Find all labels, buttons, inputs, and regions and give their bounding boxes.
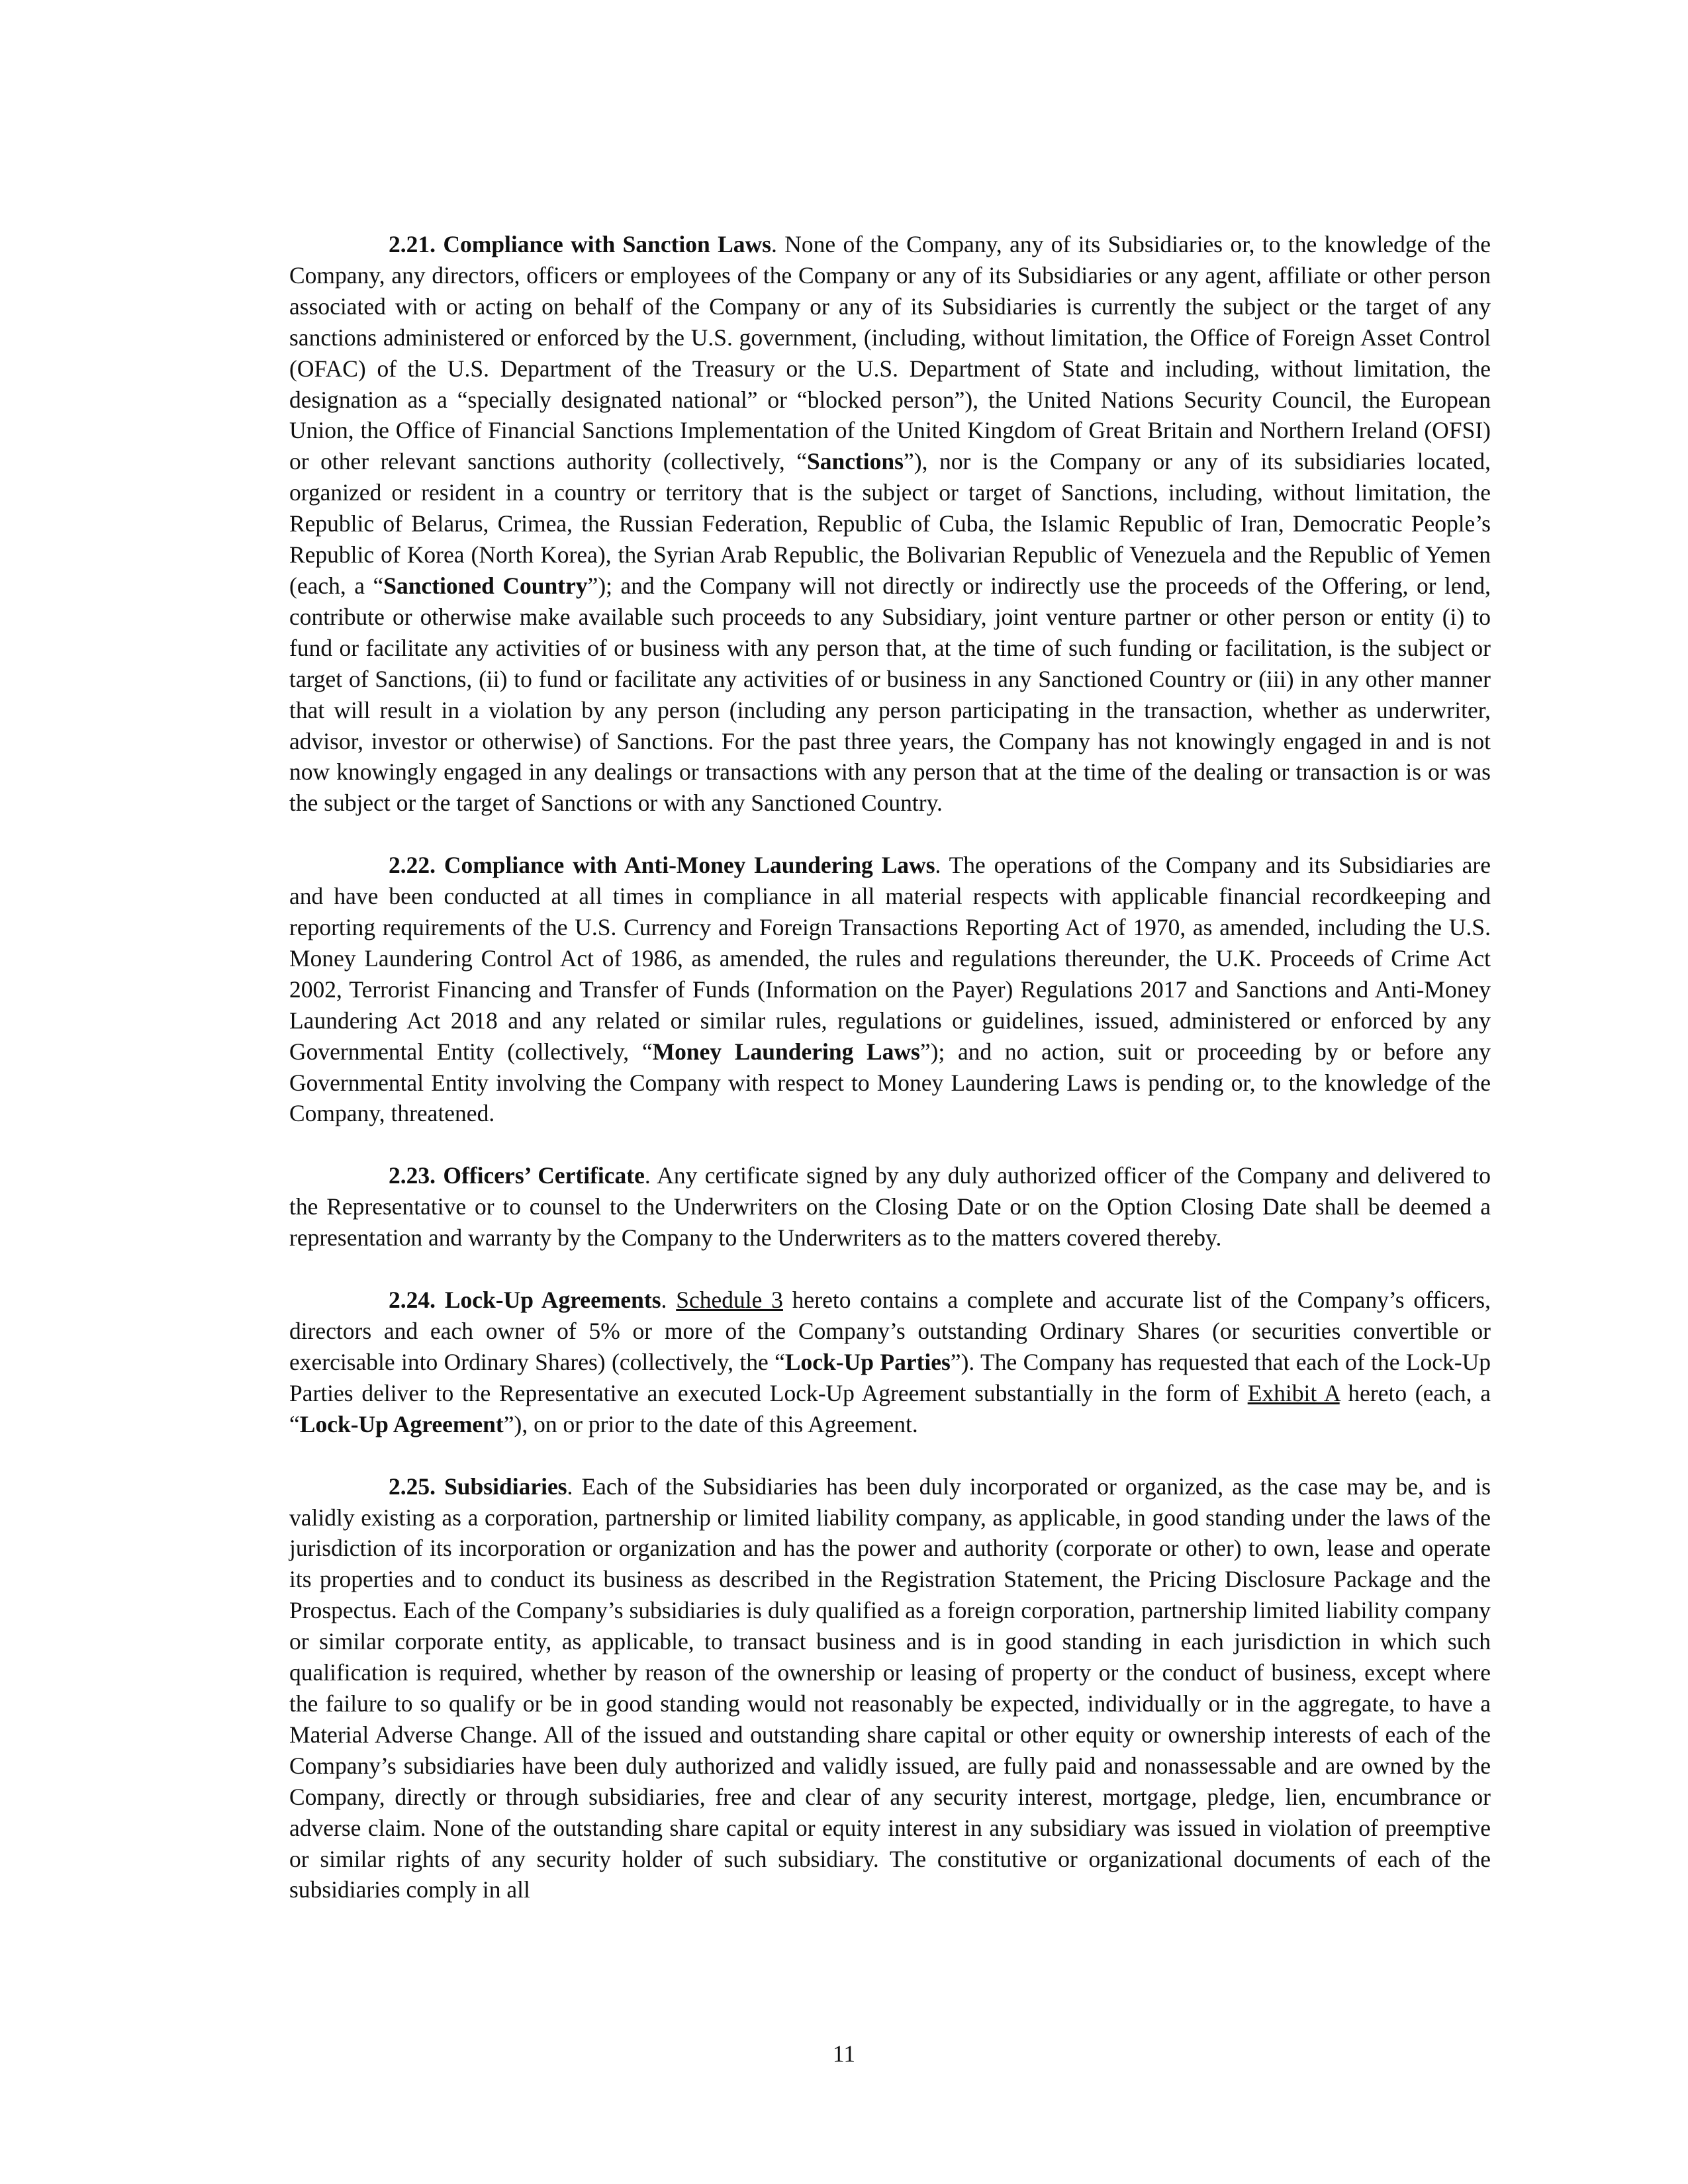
defined-term: Sanctions: [806, 448, 904, 475]
section-heading: 2.21. Compliance with Sanction Laws: [389, 231, 771, 257]
text-run: hereto (each, a “: [289, 1379, 1491, 1437]
section-heading: 2.25. Subsidiaries: [389, 1473, 567, 1500]
document-page: [289, 229, 1491, 1936]
section-2-21-sanction-laws: [289, 229, 1491, 819]
section-2-22-anti-money-laundering: [289, 850, 1491, 1129]
defined-term: Sanctioned Country: [383, 572, 588, 599]
text-run: ”), nor is the Company or any of its subsidiaries located, organized or resident in a country or territory that is the subject or target of Sanctions, including, without limitation, the Republic of Belarus, Crimea, the Russian Federation, Republic of Cuba, the Islamic Republic of Iran, Democratic People’s Republic of Korea (North Korea), the Syrian Arab Republic, the Bolivarian Republic of Venezuela and the Republic of Yemen (each, a “: [289, 448, 1491, 599]
document-reference: Exhibit A: [1247, 1379, 1340, 1406]
text-run: . None of the Company, any of its Subsidiaries or, to the knowledge of the Company, any directors, officers or employees of the Company or any of its Subsidiaries or any agent, affiliate or other person associated with or acting on behalf of the Company or any of its Subsidiaries is currently the subject or the target of any sanctions administered or enforced by the U.S. government, (including, without limitation, the Office of Foreign Asset Control (OFAC) of the U.S. Department of the Treasury or the U.S. Department of State and including, without limitation, the designation as a “specially designated national” or “blocked person”), the United Nations Security Council, the European Union, the Office of Financial Sanctions Implementation of the United Kingdom of Great Britain and Northern Ireland (OFSI) or other relevant sanctions authority (collectively, “: [289, 231, 1491, 475]
defined-term: Lock-Up Parties: [784, 1348, 951, 1375]
document-reference: Schedule 3: [676, 1287, 783, 1314]
text-run: .: [661, 1287, 677, 1314]
text-run: ”); and no action, suit or proceeding by or before any Governmental Entity involving the Company with respect to Money Laundering Laws is pending or, to the knowledge of the Company, threatened.: [289, 1038, 1491, 1127]
text-run: hereto contains a complete and accurate list of the Company’s officers, directors and each owner of 5% or more of the Company’s outstanding Ordinary Shares (or securities convertible or exercisable into Ordinary Shares) (collectively, the “: [289, 1287, 1491, 1375]
text-run: ”), on or prior to the date of this Agreement.: [503, 1410, 918, 1437]
text-run: . Each of the Subsidiaries has been duly incorporated or organized, as the case may be, and is validly existing as a corporation, partnership or limited liability company, as applicable, in good standing under the laws of the jurisdiction of its incorporation or organization and has the power and authority (corporate or other) to own, lease and operate its properties and to conduct its business as described in the Registration Statement, the Pricing Disclosure Package and the Prospectus. Each of the Company’s subsidiaries is duly qualified as a foreign corporation, partnership limited liability company or similar corporate entity, as applicable, to transact business and is in good standing in each jurisdiction in which such qualification is required, whether by reason of the ownership or leasing of property or the conduct of business, except where the failure to so qualify or be in good standing would not reasonably be expected, individually or in the aggregate, to have a Material Adverse Change. All of the issued and outstanding share capital or other equity or ownership interests of each of the Company’s subsidiaries have been duly authorized and validly issued, are fully paid and nonassessable and are owned by the Company, directly or through subsidiaries, free and clear of any security interest, mortgage, pledge, lien, encumbrance or adverse claim. None of the outstanding share capital or equity interest in any subsidiary was issued in violation of preemptive or similar rights of any security holder of such subsidiary. The constitutive or organizational documents of each of the subsidiaries comply in all: [289, 1473, 1491, 1903]
section-heading: 2.23. Officers’ Certificate: [389, 1162, 645, 1189]
section-heading: 2.22. Compliance with Anti-Money Laundering Laws: [389, 852, 935, 879]
page-number: 11: [832, 2040, 856, 2067]
defined-term: Lock-Up Agreement: [299, 1410, 504, 1437]
text-run: . Any certificate signed by any duly authorized officer of the Company and delivered to the Representative or to counsel to the Underwriters on the Closing Date or on the Option Closing Date shall be deemed a representation and warranty by the Company to the Underwriters as to the matters covered thereby.: [289, 1162, 1491, 1251]
section-2-23-officers-certificate: [289, 1160, 1491, 1253]
section-heading: 2.24. Lock-Up Agreements: [389, 1287, 661, 1314]
text-run: ”). The Company has requested that each of the Lock-Up Parties deliver to the Representative an executed Lock-Up Agreement substantially in the form of: [289, 1348, 1491, 1406]
text-run: . The operations of the Company and its Subsidiaries are and have been conducted at all times in compliance in all material respects with applicable financial recordkeeping and reporting requirements of the U.S. Currency and Foreign Transactions Reporting Act of 1970, as amended, including the U.S. Money Laundering Control Act of 1986, as amended, the rules and regulations thereunder, the U.K. Proceeds of Crime Act 2002, Terrorist Financing and Transfer of Funds (Information on the Payer) Regulations 2017 and Sanctions and Anti-Money Laundering Act 2018 and any related or similar rules, regulations or guidelines, issued, administered or enforced by any Governmental Entity (collectively, “: [289, 852, 1491, 1065]
text-run: ”); and the Company will not directly or indirectly use the proceeds of the Offering, or lend, contribute or otherwise make available such proceeds to any Subsidiary, joint venture partner or other person or entity (i) to fund or facilitate any activities of or business with any person that, at the time of such funding or facilitation, is the subject or target of Sanctions, (ii) to fund or facilitate any activities of or business in any Sanctioned Country or (iii) in any other manner that will result in a violation by any person (including any person participating in the transaction, whether as underwriter, advisor, investor or otherwise) of Sanctions. For the past three years, the Company has not knowingly engaged in and is not now knowingly engaged in any dealings or transactions with any person that at the time of the dealing or transaction is or was the subject or the target of Sanctions or with any Sanctioned Country.: [289, 572, 1491, 817]
section-2-24-lock-up-agreements: [289, 1285, 1491, 1440]
defined-term: Money Laundering Laws: [652, 1038, 920, 1065]
section-2-25-subsidiaries: [289, 1471, 1491, 1906]
